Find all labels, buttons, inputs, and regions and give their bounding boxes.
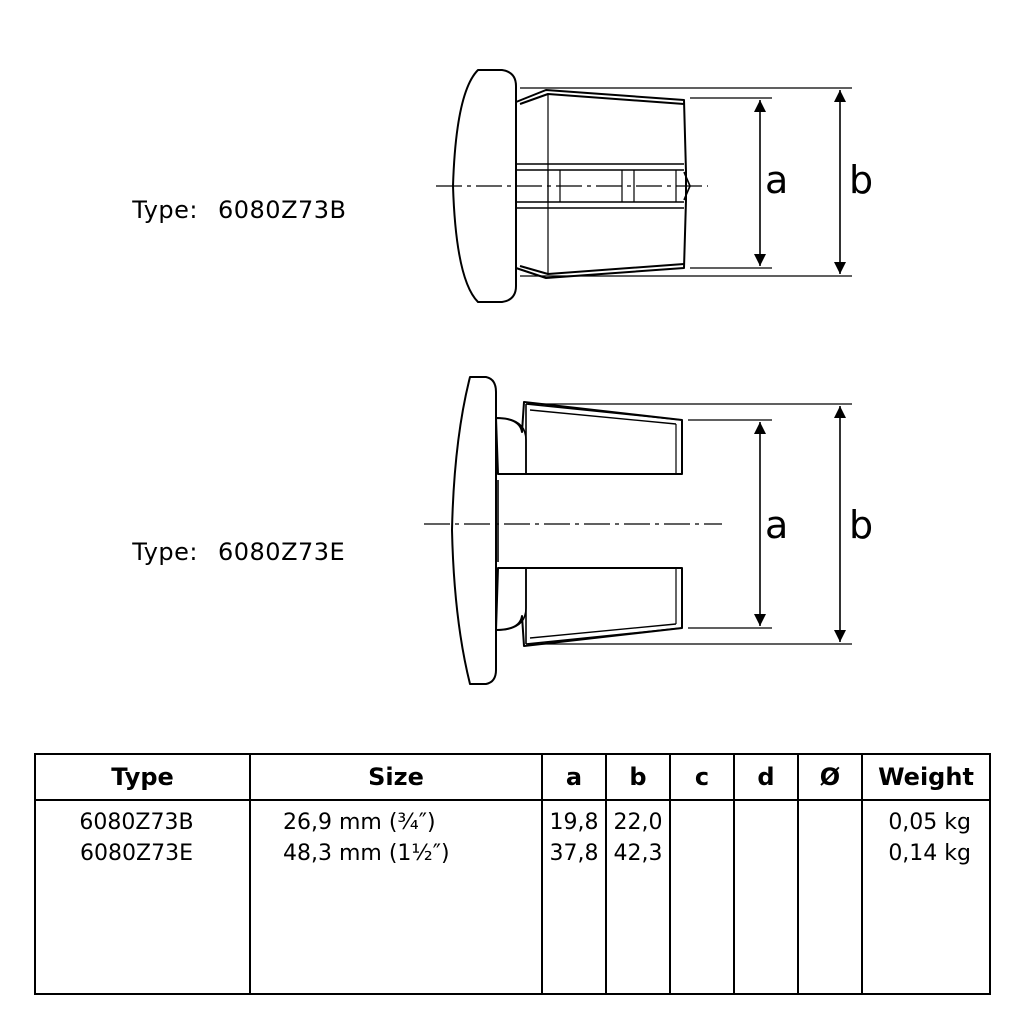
column-header-c: c xyxy=(670,754,734,800)
type-prefix: Type: xyxy=(132,538,198,566)
table-cell: 6080Z73B xyxy=(79,810,194,835)
column-header-diameter: Ø xyxy=(798,754,862,800)
diameter-column xyxy=(798,800,862,994)
type-prefix: Type: xyxy=(132,196,198,224)
dimension-label-a: a xyxy=(765,158,789,202)
table-cell: 19,8 xyxy=(549,810,599,835)
b-column xyxy=(606,800,670,994)
table-cell: 42,3 xyxy=(613,841,663,866)
d-column xyxy=(734,800,798,994)
table-cell: 0,14 kg xyxy=(888,841,971,866)
weight-column xyxy=(862,800,990,994)
type-column xyxy=(35,800,250,994)
table-cell: 0,05 kg xyxy=(888,810,971,835)
a-column xyxy=(542,800,606,994)
type-code: 6080Z73E xyxy=(217,538,346,566)
dimension-label-b: b xyxy=(849,158,874,202)
table-cell: 37,8 xyxy=(549,841,599,866)
table-body-row xyxy=(35,800,990,994)
column-header-a: a xyxy=(542,754,606,800)
end-cap-drawing-6080z73b xyxy=(436,70,852,302)
table-cell: 48,3 mm (1½″) xyxy=(283,841,450,866)
table-header-row xyxy=(35,754,990,800)
table-cell: 22,0 xyxy=(613,810,663,835)
c-column xyxy=(670,800,734,994)
table-cell: 6080Z73E xyxy=(80,841,193,866)
size-column xyxy=(250,800,542,994)
column-header-b: b xyxy=(606,754,670,800)
dimension-label-b: b xyxy=(849,503,874,547)
column-header-weight: Weight xyxy=(862,754,990,800)
dimension-label-a: a xyxy=(765,503,789,547)
column-header-type: Type xyxy=(35,754,250,800)
specification-table xyxy=(34,753,991,995)
table-cell: 26,9 mm (¾″) xyxy=(283,810,436,835)
column-header-size: Size xyxy=(250,754,542,800)
column-header-d: d xyxy=(734,754,798,800)
type-code: 6080Z73B xyxy=(217,196,347,224)
